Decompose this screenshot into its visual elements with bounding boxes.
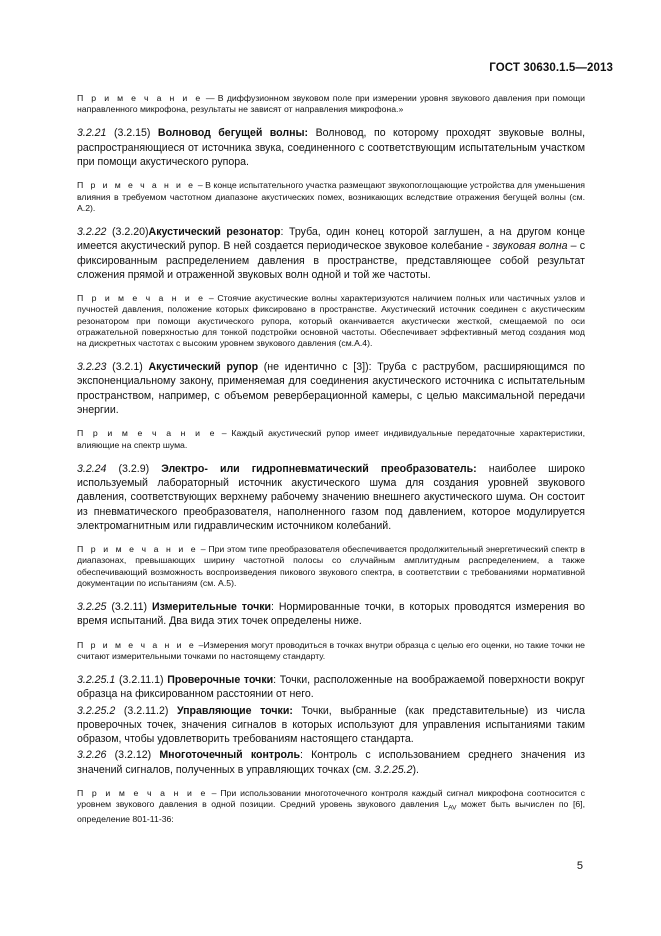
note-horn [77, 428, 585, 450]
page-number: 5 [576, 860, 583, 872]
note-text: –Измерения могут проводиться в точках внутри образца с целью его оценки, но такие точки не считают измерительными точками по настоящему стандарту. [77, 639, 586, 661]
note-label: П р и м е ч а н и е [77, 428, 217, 439]
term-ref: (3.2.15) [113, 127, 151, 140]
term-definition: : Контроль с использованием среднего значения из значений сигналов, полученных в управляющих точках (см. [77, 749, 585, 776]
term-name: Измерительные точки [151, 601, 272, 613]
term-definition-cont: – с фиксированным распределением давления в пространстве, представляющее собой результат сложения прямой и отраженной звуковых волн одной и той же частоты. [77, 240, 585, 281]
term-emphasis: 3.2.25.2 [374, 763, 413, 776]
term-definition: Точки, выбранные (как представительные) из числа проверочных точек, значения сигналов в которых используют для управления испытаниями таким образом, чтобы удовлетворить требованиям настоящего стандарта. [77, 704, 585, 746]
term-number: 3.2.25.2 [77, 704, 116, 717]
term-name: Управляющие точки: [176, 704, 293, 717]
term-3-2-26 [77, 748, 585, 777]
term-ref: (3.2.20) [112, 225, 149, 238]
term-number: 3.2.26 [77, 749, 107, 762]
note-standing-waves [77, 293, 585, 349]
term-definition: : Нормированные точки, в которых проводятся измерения во время испытаний. Два вида этих точек определены ниже. [77, 601, 585, 628]
note-transducer [77, 544, 585, 589]
term-3-2-24 [77, 462, 585, 533]
note-subscript: AV [448, 805, 457, 813]
term-number: 3.2.23 [77, 361, 107, 374]
term-name: Проверочные точки [167, 674, 274, 686]
term-ref: (3.2.11.2) [123, 704, 169, 717]
term-name: Акустический резонатор [148, 225, 281, 238]
term-definition: : Труба, один конец которой заглушен, а на другом конце имеется акустический рупор. В ней создается периодическое звуковое колебание - [77, 225, 586, 253]
term-definition: : Точки, расположенные на воображаемой поверхности вокруг образца на фиксированном расстоянии от него. [77, 674, 585, 701]
term-definition: (не идентично с [3]): Труба с раструбом, расширяющимся по экспоненциальному закону, применяемая для соединения акустического источника с испытательным пространством, например, с объемом реверберационной камеры, с целью максимальной передачи энергии. [77, 361, 585, 416]
term-ref: (3.2.9) [118, 462, 150, 475]
note-text: – При этом типе преобразователя обеспечивается продолжительный энергетический спектр в диапазонах, превышающих ширину частотной полосы со случайным амплитудным распределением, а также обеспечивающий возможность воспроизведения пикового звукового спектра, в соответствии с требованиями нормативной документации по испытаниям (см. А.5). [77, 544, 585, 588]
term-number: 3.2.25 [77, 601, 107, 613]
term-number: 3.2.24 [77, 462, 107, 475]
note-label: П р и м е ч а н и е [77, 93, 203, 103]
document-body [77, 93, 585, 825]
note-multipoint [77, 788, 585, 825]
term-ref: (3.2.11.1) [118, 674, 164, 686]
term-3-2-21 [77, 126, 585, 169]
term-name: Волновод бегущей волны: [157, 127, 309, 140]
term-emphasis: звуковая волна [492, 240, 568, 253]
standard-header: ГОСТ 30630.1.5—2013 [489, 62, 613, 74]
note-text: – Стоячие акустические волны характеризуются наличием полных или частичных узлов и пучностей давления, положение которых фиксировано в пространстве. Акустический источник соединен с акустическим резонатором при помощи акустического рупора, который оканчивается акустически жесткой, смещаемой по оси отражательной поверхностью для тонкой подстройки основной частоты. Обеспечивает эффективный метод создания мод на дискретных частотах с высоким уровнем звукового давления (см.А.4). [77, 293, 585, 348]
term-number: 3.2.25.1 [77, 674, 116, 686]
term-3-2-22 [77, 225, 585, 282]
note-label: П р и м е ч а н и е [77, 293, 206, 304]
term-name: Многоточечный контроль [159, 749, 300, 762]
term-definition-cont: ). [412, 763, 419, 776]
note-text: – Каждый акустический рупор имеет индивидуальные передаточные характеристики, влияющие на спектр шума. [77, 428, 585, 450]
term-3-2-23 [77, 360, 585, 417]
note-text: — В диффузионном звуковом поле при измерении уровня звукового давления при помощи направленного микрофона, результаты не зависят от направления микрофона.» [77, 93, 585, 115]
term-3-2-25-1 [77, 673, 585, 702]
term-definition: наиболее широко используемый лабораторный источник акустического шума для создания уровней звукового давления, соответствующих верхнему рабочему значению внешнего акустического шума. Он состоит из пневматического преобразователя, наполненного газом под давлением, которое модулируется электромагнитным или гидравлическим источником колебаний. [77, 462, 585, 532]
note-label: П р и м е ч а н и е [77, 788, 208, 799]
term-ref: (3.2.1) [112, 361, 143, 374]
term-number: 3.2.21 [77, 127, 107, 140]
term-3-2-25-2 [77, 704, 585, 747]
note-label: П р и м е ч а н и е [77, 639, 197, 650]
note-text-cont: может быть вычислен по [6], определение 801-11-36: [77, 799, 586, 825]
note-label: П р и м е ч а н и е [77, 180, 196, 191]
term-name: Электро- или гидропневматический преобразователь: [161, 462, 477, 475]
term-definition: Волновод, по которому проходят звуковые волны, распространяющиеся от источника звука, соединенного с соответствующим испытательным участком при помощи акустического рупора. [77, 127, 586, 168]
term-ref: (3.2.12) [114, 749, 152, 762]
term-3-2-25 [77, 600, 585, 629]
term-ref: (3.2.11) [111, 601, 148, 613]
term-number: 3.2.22 [77, 225, 107, 238]
note-diffusion [77, 93, 585, 115]
note-test-section [77, 180, 585, 214]
note-text: – При использовании многоточечного контроля каждый сигнал микрофона соотносится с уровнем звукового давления в одной позиции. Средний уровень звукового давления L [77, 788, 585, 810]
term-name: Акустический рупор [148, 361, 259, 374]
note-label: П р и м е ч а н и е [77, 544, 198, 555]
note-text: – В конце испытательного участка размещают звукопоглощающие устройства для уменьшения влияния в требуемом частотном диапазоне акустических помех, возникающих вследствие отражения бегущей волны (см. А.2). [77, 180, 585, 213]
note-measurements [77, 640, 585, 662]
